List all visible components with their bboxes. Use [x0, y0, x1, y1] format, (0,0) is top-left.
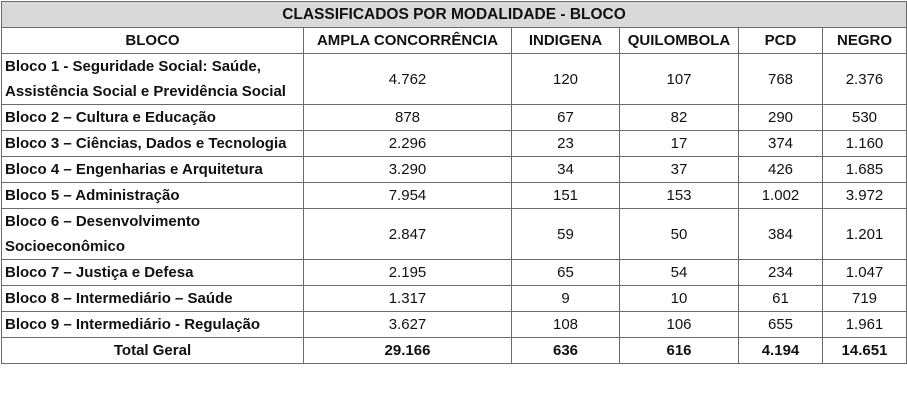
total-row — [2, 338, 907, 364]
bloco-cell: Bloco 1 - Seguridade Social: Saúde, Assistência Social e Previdência Social — [2, 54, 304, 105]
column-header-pcd: PCD — [739, 28, 823, 54]
classificados-table — [1, 1, 907, 364]
quilombola-cell: 54 — [620, 260, 739, 286]
ampla-cell: 2.195 — [304, 260, 512, 286]
ampla-cell: 2.847 — [304, 209, 512, 260]
indigena-cell: 34 — [512, 157, 620, 183]
total-pcd: 4.194 — [739, 338, 823, 364]
quilombola-cell: 50 — [620, 209, 739, 260]
column-header-negro: NEGRO — [823, 28, 907, 54]
bloco-cell: Bloco 5 – Administração — [2, 183, 304, 209]
table-row — [2, 312, 907, 338]
bloco-cell: Bloco 9 – Intermediário - Regulação — [2, 312, 304, 338]
pcd-cell: 61 — [739, 286, 823, 312]
indigena-cell: 108 — [512, 312, 620, 338]
bloco-cell: Bloco 3 – Ciências, Dados e Tecnologia — [2, 131, 304, 157]
ampla-cell: 7.954 — [304, 183, 512, 209]
bloco-cell: Bloco 2 – Cultura e Educação — [2, 105, 304, 131]
table-row — [2, 260, 907, 286]
ampla-cell: 878 — [304, 105, 512, 131]
negro-cell: 1.047 — [823, 260, 907, 286]
column-header-indigena: INDIGENA — [512, 28, 620, 54]
pcd-cell: 374 — [739, 131, 823, 157]
indigena-cell: 120 — [512, 54, 620, 105]
total-ampla: 29.166 — [304, 338, 512, 364]
ampla-cell: 2.296 — [304, 131, 512, 157]
bloco-cell: Bloco 8 – Intermediário – Saúde — [2, 286, 304, 312]
column-header-bloco: BLOCO — [2, 28, 304, 54]
negro-cell: 719 — [823, 286, 907, 312]
ampla-cell: 4.762 — [304, 54, 512, 105]
quilombola-cell: 37 — [620, 157, 739, 183]
pcd-cell: 426 — [739, 157, 823, 183]
table-row — [2, 209, 907, 260]
bloco-cell: Bloco 4 – Engenharias e Arquitetura — [2, 157, 304, 183]
pcd-cell: 290 — [739, 105, 823, 131]
pcd-cell: 655 — [739, 312, 823, 338]
quilombola-cell: 107 — [620, 54, 739, 105]
table-title: CLASSIFICADOS POR MODALIDADE - BLOCO — [2, 2, 907, 28]
indigena-cell: 59 — [512, 209, 620, 260]
table-row — [2, 54, 907, 105]
indigena-cell: 9 — [512, 286, 620, 312]
column-header-ampla: AMPLA CONCORRÊNCIA — [304, 28, 512, 54]
ampla-cell: 3.627 — [304, 312, 512, 338]
indigena-cell: 151 — [512, 183, 620, 209]
quilombola-cell: 10 — [620, 286, 739, 312]
negro-cell: 1.685 — [823, 157, 907, 183]
total-indigena: 636 — [512, 338, 620, 364]
quilombola-cell: 153 — [620, 183, 739, 209]
total-label: Total Geral — [2, 338, 304, 364]
quilombola-cell: 82 — [620, 105, 739, 131]
negro-cell: 3.972 — [823, 183, 907, 209]
indigena-cell: 67 — [512, 105, 620, 131]
negro-cell: 2.376 — [823, 54, 907, 105]
bloco-cell: Bloco 6 – Desenvolvimento Socioeconômico — [2, 209, 304, 260]
pcd-cell: 1.002 — [739, 183, 823, 209]
indigena-cell: 65 — [512, 260, 620, 286]
negro-cell: 1.201 — [823, 209, 907, 260]
quilombola-cell: 17 — [620, 131, 739, 157]
pcd-cell: 768 — [739, 54, 823, 105]
column-header-quilombola: QUILOMBOLA — [620, 28, 739, 54]
indigena-cell: 23 — [512, 131, 620, 157]
table-row — [2, 105, 907, 131]
title-row — [2, 2, 907, 28]
negro-cell: 1.160 — [823, 131, 907, 157]
ampla-cell: 3.290 — [304, 157, 512, 183]
bloco-cell: Bloco 7 – Justiça e Defesa — [2, 260, 304, 286]
ampla-cell: 1.317 — [304, 286, 512, 312]
pcd-cell: 384 — [739, 209, 823, 260]
table-row — [2, 286, 907, 312]
negro-cell: 530 — [823, 105, 907, 131]
pcd-cell: 234 — [739, 260, 823, 286]
table-row — [2, 157, 907, 183]
table-row — [2, 131, 907, 157]
classificados-table-container — [1, 1, 906, 412]
total-negro: 14.651 — [823, 338, 907, 364]
quilombola-cell: 106 — [620, 312, 739, 338]
total-quilombola: 616 — [620, 338, 739, 364]
table-row — [2, 183, 907, 209]
negro-cell: 1.961 — [823, 312, 907, 338]
header-row — [2, 28, 907, 54]
